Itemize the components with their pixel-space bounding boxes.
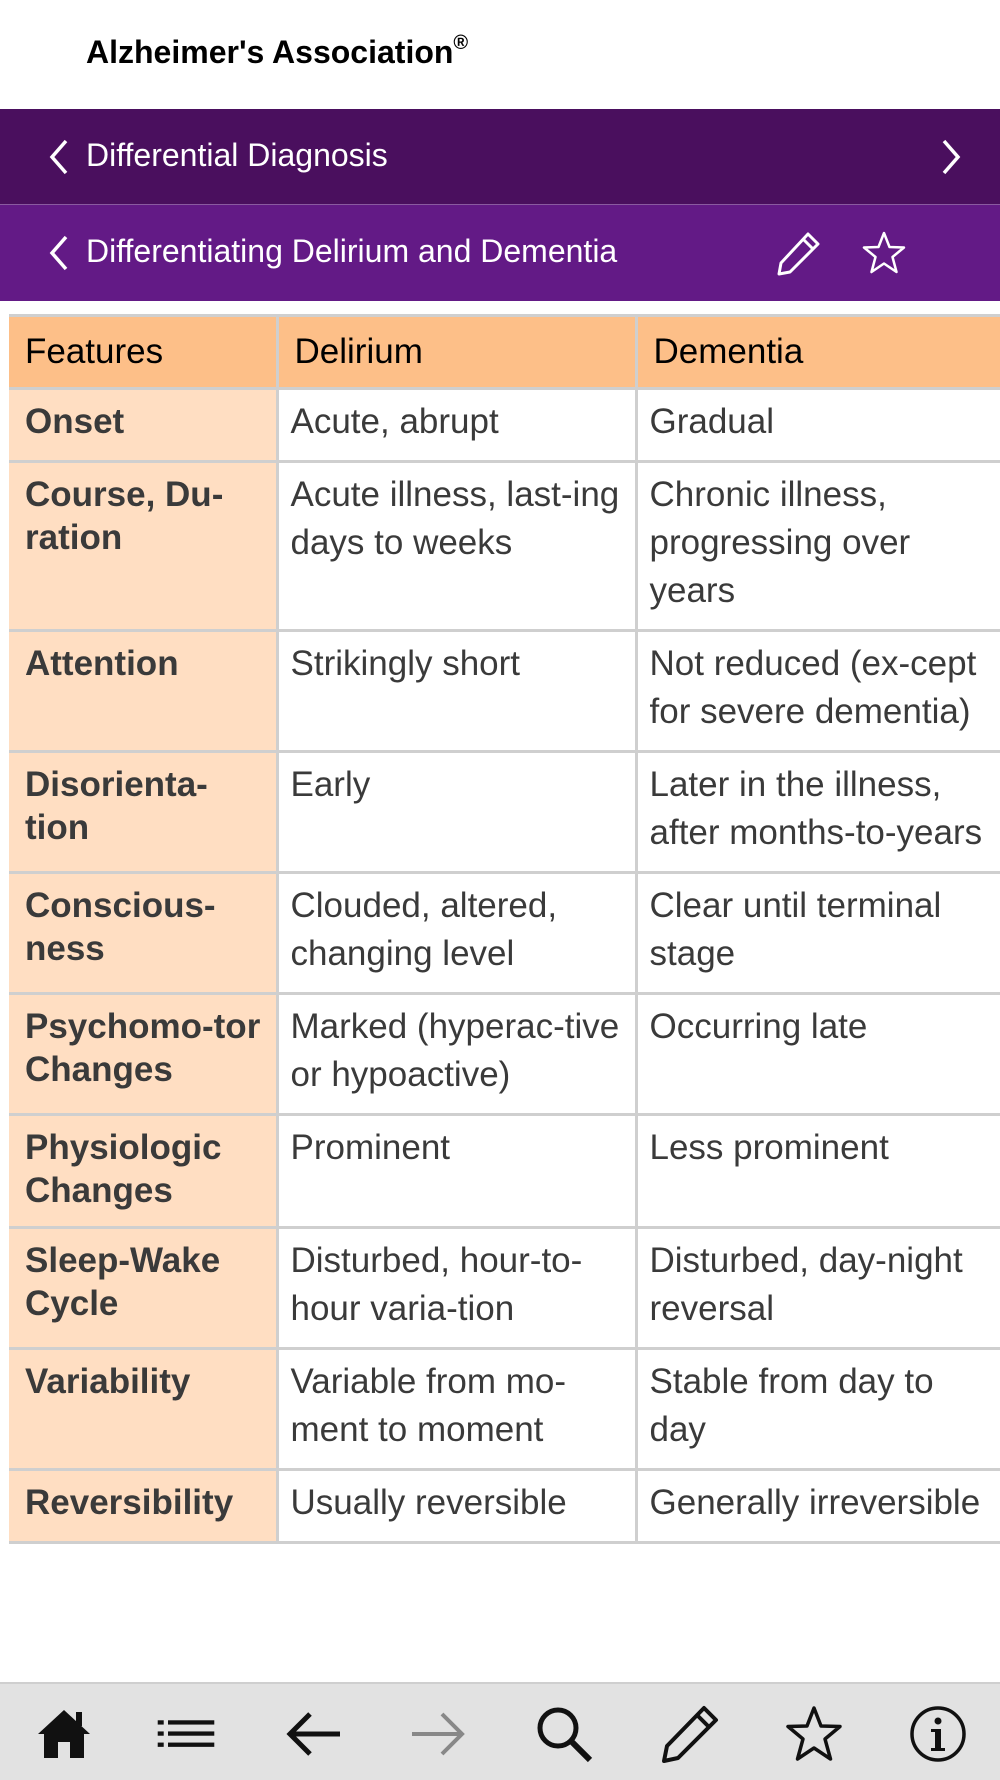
back-arrow-icon[interactable]	[284, 1704, 344, 1764]
delirium-cell: Prominent	[277, 1115, 636, 1228]
feature-cell: Psychomo-tor Changes	[9, 994, 277, 1115]
delirium-cell: Disturbed, hour-to-hour varia-tion	[277, 1228, 636, 1349]
table-row	[9, 1470, 1000, 1543]
chevron-left-icon[interactable]	[44, 137, 72, 177]
feature-cell: Reversibility	[9, 1470, 277, 1543]
feature-cell: Physiologic Changes	[9, 1115, 277, 1228]
chevron-left-icon[interactable]	[44, 233, 72, 273]
dementia-cell: Chronic illness, progressing over years	[636, 462, 1000, 631]
dementia-cell: Not reduced (ex-cept for severe dementia)	[636, 631, 1000, 752]
pencil-icon[interactable]	[660, 1704, 720, 1764]
feature-cell: Conscious-ness	[9, 873, 277, 994]
delirium-cell: Usually reversible	[277, 1470, 636, 1543]
table-header-row	[9, 316, 1000, 389]
app-title	[86, 34, 468, 71]
column-header-delirium: Delirium	[277, 316, 636, 389]
feature-cell: Disorienta-tion	[9, 752, 277, 873]
star-icon[interactable]	[784, 1704, 844, 1764]
table-row	[9, 1349, 1000, 1470]
star-icon[interactable]	[860, 229, 908, 277]
topic-nav-bar	[0, 205, 1000, 301]
column-header-dementia: Dementia	[636, 316, 1000, 389]
delirium-cell: Clouded, altered, changing level	[277, 873, 636, 994]
list-icon[interactable]	[156, 1704, 216, 1764]
table-row	[9, 752, 1000, 873]
registered-mark: ®	[453, 32, 469, 54]
app-header	[0, 0, 1000, 109]
chevron-right-icon[interactable]	[938, 137, 966, 177]
delirium-cell: Acute illness, last-ing days to weeks	[277, 462, 636, 631]
bottom-toolbar	[0, 1682, 1000, 1780]
table-row	[9, 462, 1000, 631]
column-header-features: Features	[9, 316, 277, 389]
table-row	[9, 873, 1000, 994]
comparison-table-container[interactable]	[9, 314, 1000, 1682]
section-title[interactable]: Differential Diagnosis	[86, 137, 388, 173]
table-row	[9, 389, 1000, 462]
table-row	[9, 1228, 1000, 1349]
forward-arrow-icon	[408, 1704, 468, 1764]
topic-title: Differentiating Delirium and Dementia	[86, 233, 618, 269]
table-row	[9, 631, 1000, 752]
comparison-table	[9, 314, 1000, 1544]
dementia-cell: Clear until terminal stage	[636, 873, 1000, 994]
feature-cell: Onset	[9, 389, 277, 462]
pencil-icon[interactable]	[776, 230, 822, 276]
dementia-cell: Less prominent	[636, 1115, 1000, 1228]
feature-cell: Attention	[9, 631, 277, 752]
feature-cell: Sleep-Wake Cycle	[9, 1228, 277, 1349]
search-icon[interactable]	[534, 1704, 594, 1764]
delirium-cell: Variable from mo-ment to moment	[277, 1349, 636, 1470]
home-icon[interactable]	[34, 1704, 94, 1764]
dementia-cell: Disturbed, day-night reversal	[636, 1228, 1000, 1349]
dementia-cell: Generally irreversible	[636, 1470, 1000, 1543]
table-row	[9, 994, 1000, 1115]
delirium-cell: Acute, abrupt	[277, 389, 636, 462]
feature-cell: Variability	[9, 1349, 277, 1470]
app-title-text: Alzheimer's Association	[86, 34, 454, 70]
info-icon[interactable]	[908, 1704, 968, 1764]
dementia-cell: Occurring late	[636, 994, 1000, 1115]
delirium-cell: Strikingly short	[277, 631, 636, 752]
dementia-cell: Gradual	[636, 389, 1000, 462]
dementia-cell: Stable from day to day	[636, 1349, 1000, 1470]
dementia-cell: Later in the illness, after months-to-years	[636, 752, 1000, 873]
feature-cell: Course, Du-ration	[9, 462, 277, 631]
section-nav-bar	[0, 109, 1000, 205]
delirium-cell: Marked (hyperac-tive or hypoactive)	[277, 994, 636, 1115]
delirium-cell: Early	[277, 752, 636, 873]
table-row	[9, 1115, 1000, 1228]
